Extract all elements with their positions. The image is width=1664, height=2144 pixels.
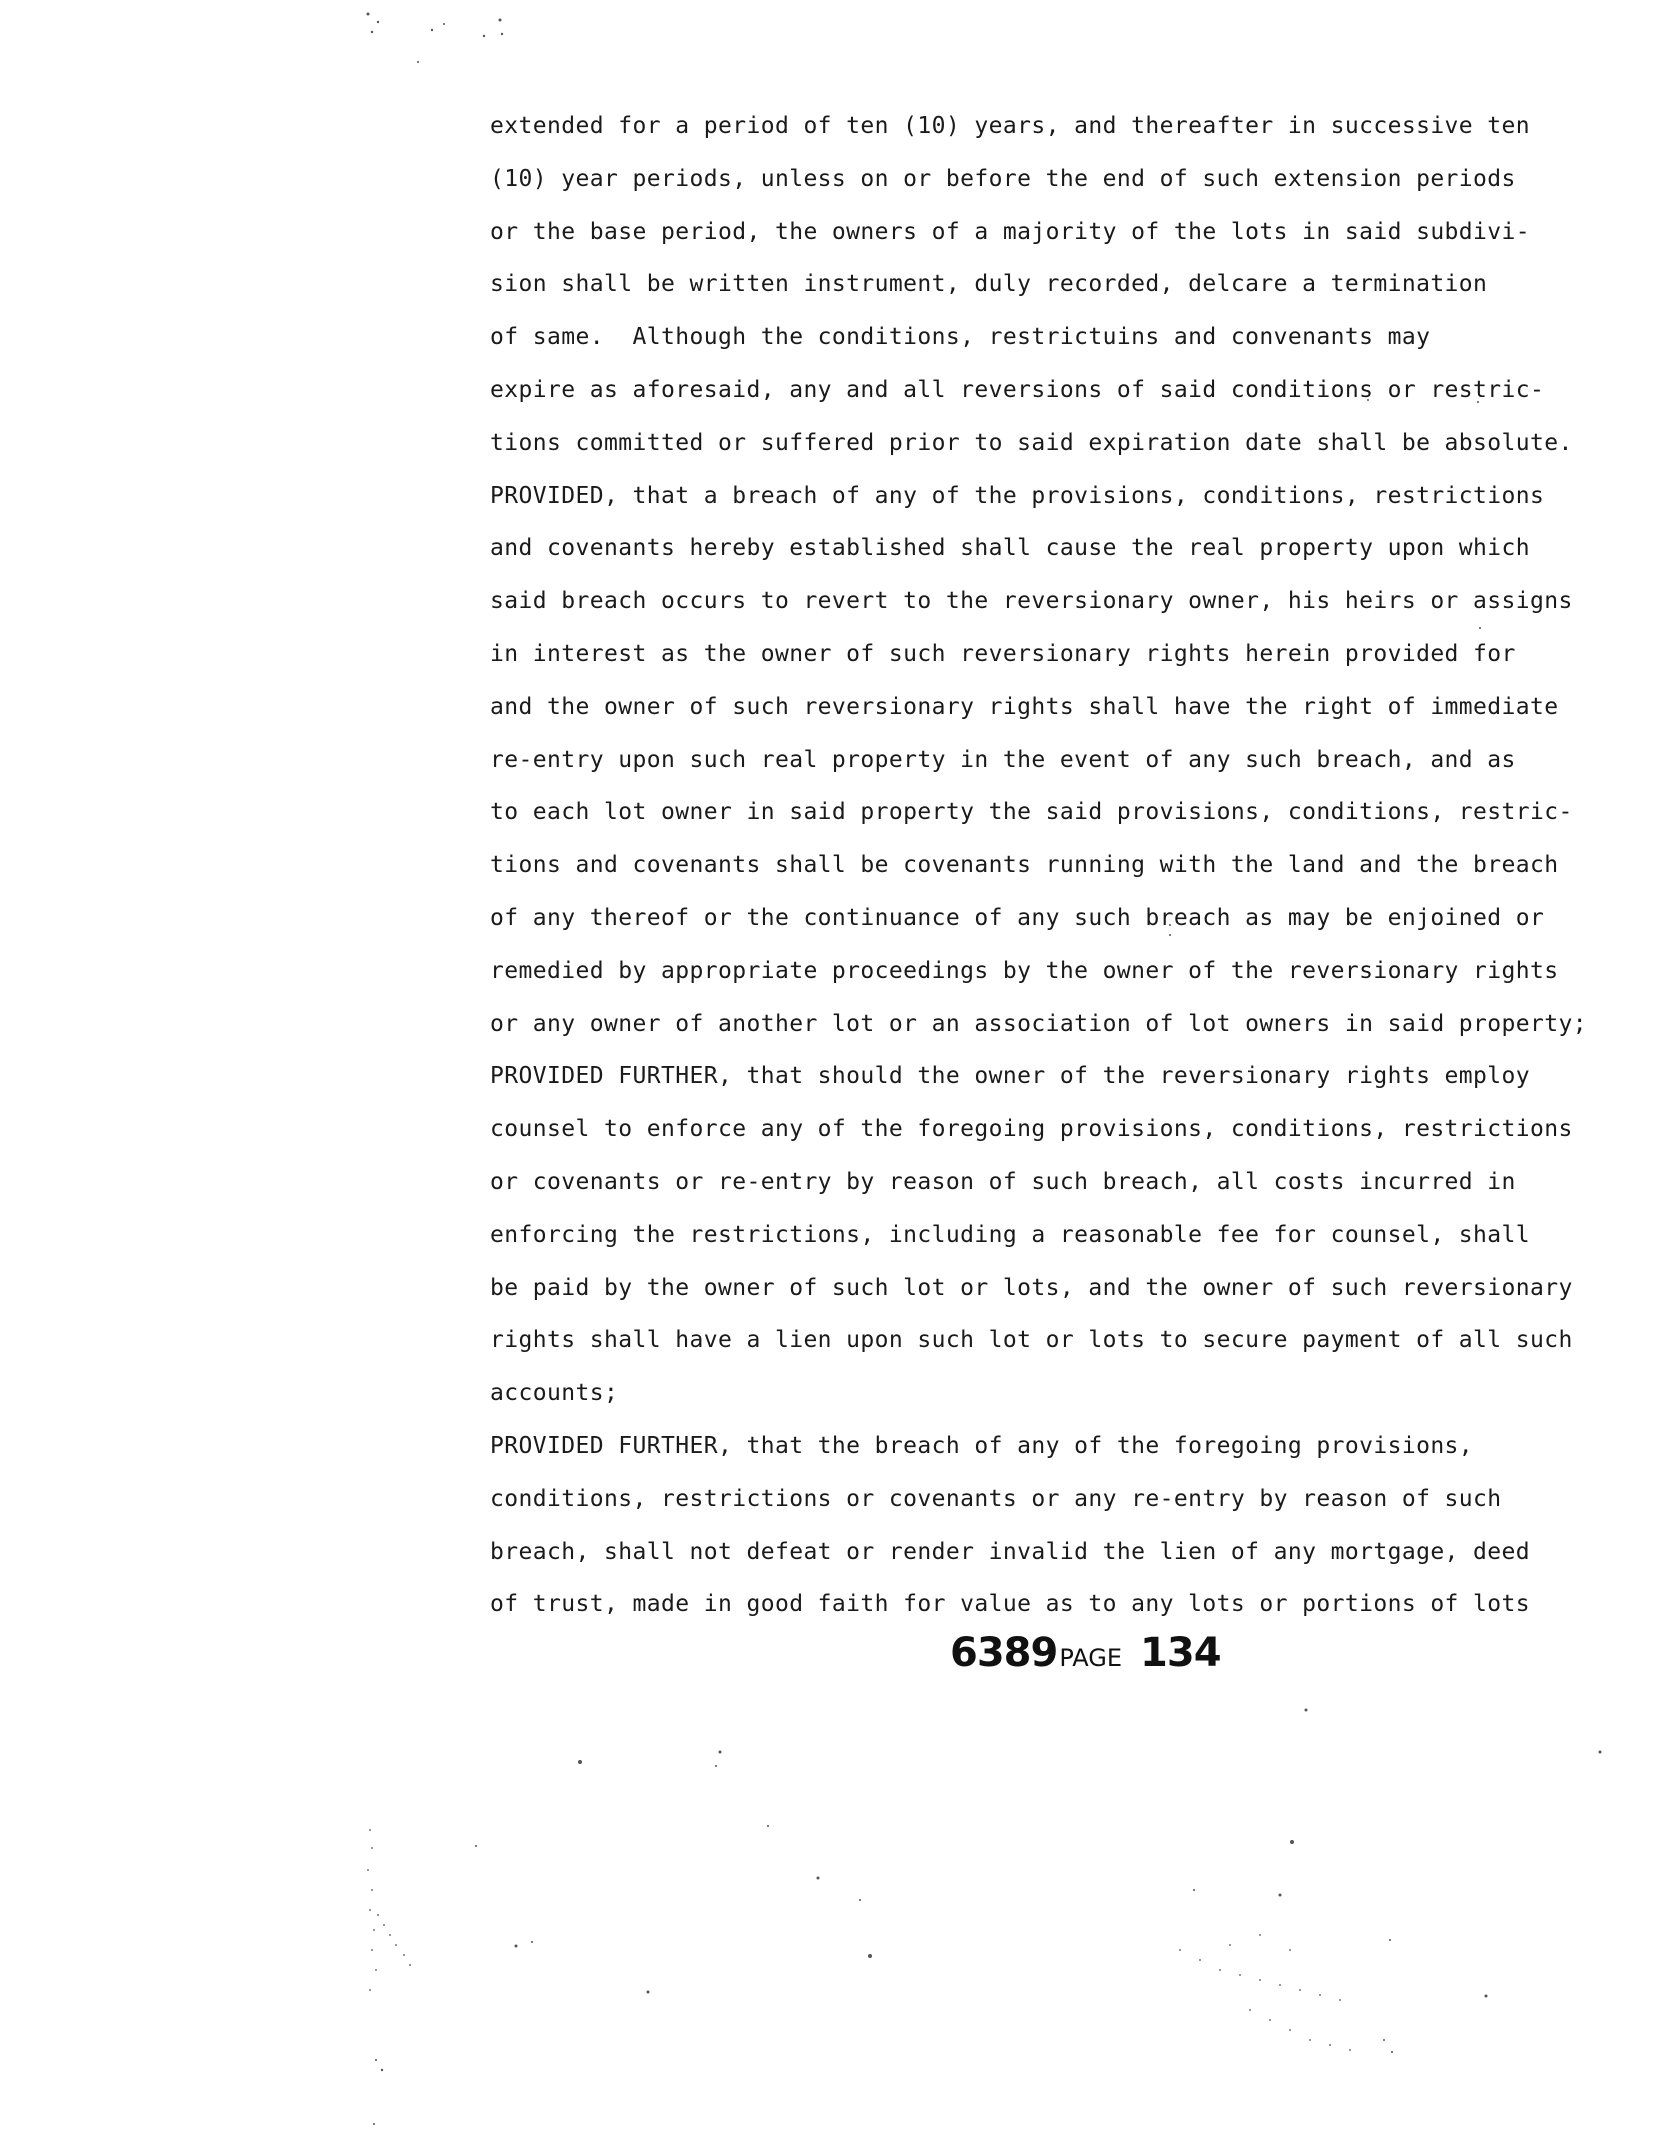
text-line: counsel to enforce any of the foregoing provisions, conditions, restrictions — [490, 1116, 1573, 1143]
stamp-book-number: 6389 — [950, 1630, 1058, 1676]
text-line: rights shall have a lien upon such lot or lots to secure payment of all such — [490, 1327, 1573, 1354]
text-line: of trust, made in good faith for value as to any lots or portions of lots — [490, 1591, 1531, 1618]
text-line: breach, shall not defeat or render invalid the lien of any mortgage, deed — [490, 1538, 1531, 1565]
text-line: and the owner of such reversionary rights shall have the right of immediate — [490, 693, 1559, 720]
text-line: to each lot owner in said property the said provisions, conditions, restric- — [490, 799, 1573, 826]
text-line: (10) year periods, unless on or before the end of such extension periods — [490, 165, 1516, 192]
text-line: or the base period, the owners of a majority of the lots in said subdivi- — [490, 218, 1531, 245]
stamp-page-number: 134 — [1140, 1630, 1221, 1676]
text-line: in interest as the owner of such reversionary rights herein provided for — [490, 640, 1516, 667]
text-line: enforcing the restrictions, including a reasonable fee for counsel, shall — [490, 1221, 1531, 1248]
text-line: re-entry upon such real property in the event of any such breach, and as — [490, 746, 1516, 773]
text-line: said breach occurs to revert to the reversionary owner, his heirs or assigns — [490, 588, 1573, 615]
text-line: PROVIDED FURTHER, that should the owner of the reversionary rights employ — [490, 1063, 1531, 1090]
text-line: tions committed or suffered prior to said expiration date shall be absolute. — [490, 429, 1573, 456]
text-line: be paid by the owner of such lot or lots, and the owner of such reversionary — [490, 1274, 1573, 1301]
text-line: or any owner of another lot or an association of lot owners in said property; — [490, 1010, 1588, 1037]
text-line: of same. Although the conditions, restrictuins and convenants may — [490, 324, 1431, 351]
text-line: or covenants or re-entry by reason of such breach, all costs incurred in — [490, 1168, 1516, 1195]
book-page-stamp — [950, 1630, 1221, 1676]
text-line: tions and covenants shall be covenants running with the land and the breach — [490, 852, 1559, 879]
text-line: sion shall be written instrument, duly recorded, delcare a termination — [490, 271, 1488, 298]
text-line: remedied by appropriate proceedings by the owner of the reversionary rights — [490, 957, 1559, 984]
text-line: conditions, restrictions or covenants or any re-entry by reason of such — [490, 1485, 1502, 1512]
text-line: and covenants hereby established shall cause the real property upon which — [490, 535, 1531, 562]
text-line: expire as aforesaid, any and all reversions of said conditions or restric- — [490, 376, 1545, 403]
text-line: extended for a period of ten (10) years, and thereafter in successive ten — [490, 113, 1531, 139]
text-line: of any thereof or the continuance of any such breach as may be enjoined or — [490, 904, 1545, 931]
text-line: PROVIDED FURTHER, that the breach of any of the foregoing provisions, — [490, 1432, 1474, 1459]
document-body — [490, 100, 1588, 1631]
text-line: accounts; — [490, 1380, 619, 1407]
stamp-page-label: PAGE — [1059, 1644, 1123, 1672]
text-line: PROVIDED, that a breach of any of the provisions, conditions, restrictions — [490, 482, 1545, 509]
